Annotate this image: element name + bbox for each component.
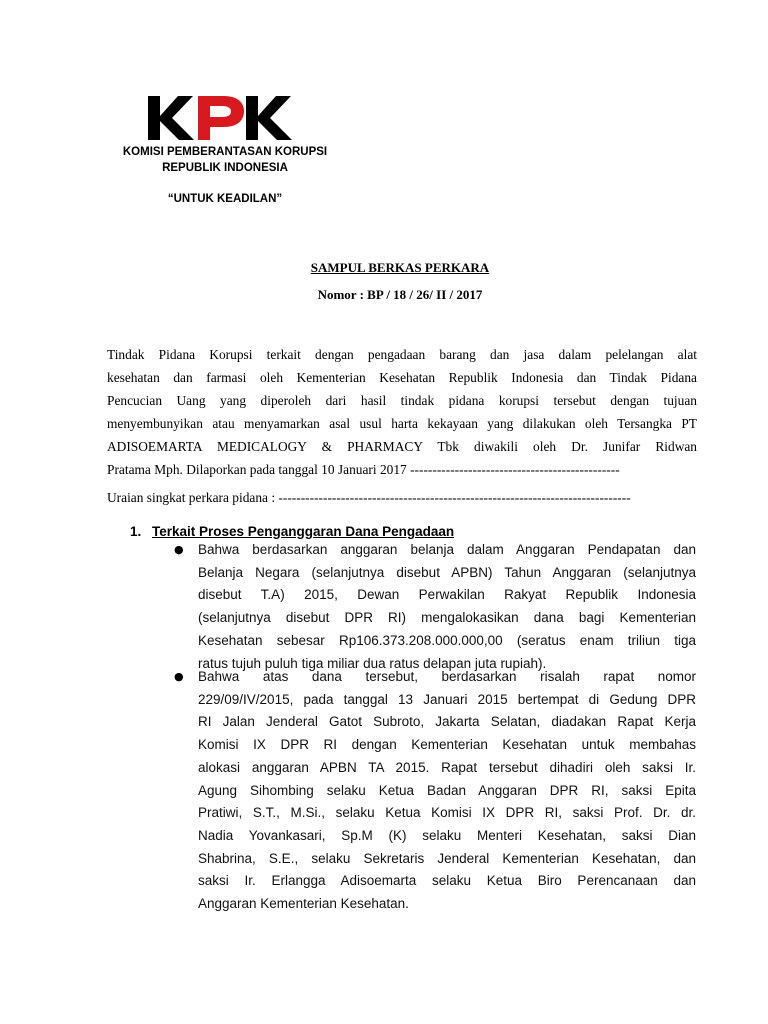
paragraph-line: Bahwa atas dana tersebut, berdasarkan risalah rapat nomor — [198, 669, 696, 684]
paragraph-line: Komisi IX DPR RI dengan Kementerian Kesehatan untuk membahas — [198, 737, 696, 753]
section-heading — [130, 524, 454, 539]
section-label: Terkait Proses Penganggaran Dana Pengadaan — [152, 524, 455, 539]
paragraph-line: Bahwa berdasarkan anggaran belanja dalam Anggaran Pendapatan dan — [198, 542, 696, 557]
paragraph-line: alokasi anggaran APBN TA 2015. Rapat tersebut dihadiri oleh saksi Ir. — [198, 759, 696, 775]
paragraph-line: Shabrina, S.E., selaku Sekretaris Jenderal Kementerian Kesehatan, dan — [198, 850, 696, 866]
intro-line: Pratama Mph. Dilaporkan pada tanggal 10 Januari 2017 ----------------------------------------------- — [107, 462, 620, 477]
paragraph-line: Pratiwi, S.T., M.Si., selaku Ketua Komisi IX DPR RI, saksi Prof. Dr. dr. — [198, 805, 696, 821]
paragraph-line: Anggaran Kementerian Kesehatan. — [198, 896, 409, 912]
bullet-icon: ● — [174, 543, 184, 556]
org-motto: “UNTUK KEADILAN” — [167, 193, 283, 205]
intro-line: Tindak Pidana Korupsi terkait dengan pengadaan barang dan jasa dalam pelelangan alat — [107, 347, 697, 362]
org-name-line2: REPUBLIK INDONESIA — [162, 162, 288, 174]
document-title: SAMPUL BERKAS PERKARA — [310, 260, 490, 275]
logo-letter-k1 — [148, 96, 194, 140]
paragraph-line: saksi Ir. Erlangga Adisoemarta selaku Ketua Biro Perencanaan dan — [198, 873, 696, 889]
intro-line: menyembunyikan atau menyamarkan asal usul harta kekayaan yang dilakukan oleh Tersangka PT — [107, 416, 697, 431]
paragraph-line: 229/09/IV/2015, pada tanggal 13 Januari 2015 bertempat di Gedung DPR — [198, 691, 696, 707]
paragraph-line: Agung Sihombing selaku Ketua Badan Anggaran DPR RI, saksi Epita — [198, 782, 696, 798]
paragraph-line: Belanja Negara (selanjutnya disebut APBN) Tahun Anggaran (selanjutnya — [198, 564, 696, 580]
logo-letter-k2 — [246, 96, 292, 140]
document-number: Nomor : BP / 18 / 26/ II / 2017 — [317, 287, 483, 302]
paragraph-line: Nadia Yovankasari, Sp.M (K) selaku Menteri Kesehatan, saksi Dian — [198, 827, 696, 843]
section-number: 1. — [130, 524, 142, 539]
bullet-paragraph-1 — [198, 539, 696, 675]
intro-line: Pencucian Uang yang diperoleh dari hasil tindak pidana korupsi tersebut dengan tujuan — [107, 393, 697, 408]
bullet-icon: ● — [174, 670, 184, 683]
paragraph-line: ratus tujuh puluh tiga miliar dua ratus delapan juta rupiah). — [198, 655, 547, 671]
intro-line: ADISOEMARTA MEDICALOGY & PHARMACY Tbk diwakili oleh Dr. Junifar Ridwan — [107, 439, 697, 454]
bullet-paragraph-2 — [198, 666, 696, 916]
paragraph-line: RI Jalan Jenderal Gatot Subroto, Jakarta Selatan, diadakan Rapat Kerja — [198, 714, 696, 730]
intro-paragraph — [107, 343, 697, 481]
kpk-logo — [148, 96, 292, 140]
logo-letter-p — [198, 96, 244, 140]
intro-line: kesehatan dan farmasi oleh Kementerian Kesehatan Republik Indonesia dan Tindak Pidana — [107, 370, 697, 385]
paragraph-line: disebut T.A) 2015, Dewan Perwakilan Rakyat Republik Indonesia — [198, 587, 696, 603]
paragraph-line: Kesehatan sebesar Rp106.373.208.000.000,00 (seratus enam triliun tiga — [198, 632, 696, 648]
paragraph-line: (selanjutnya disebut DPR RI) mengalokasikan dana bagi Kementerian — [198, 610, 696, 626]
org-name-line1: KOMISI PEMBERANTASAN KORUPSI — [122, 146, 328, 158]
case-summary-label: Uraian singkat perkara pidana : ------------------------------------------------------------------------------- — [107, 490, 631, 505]
